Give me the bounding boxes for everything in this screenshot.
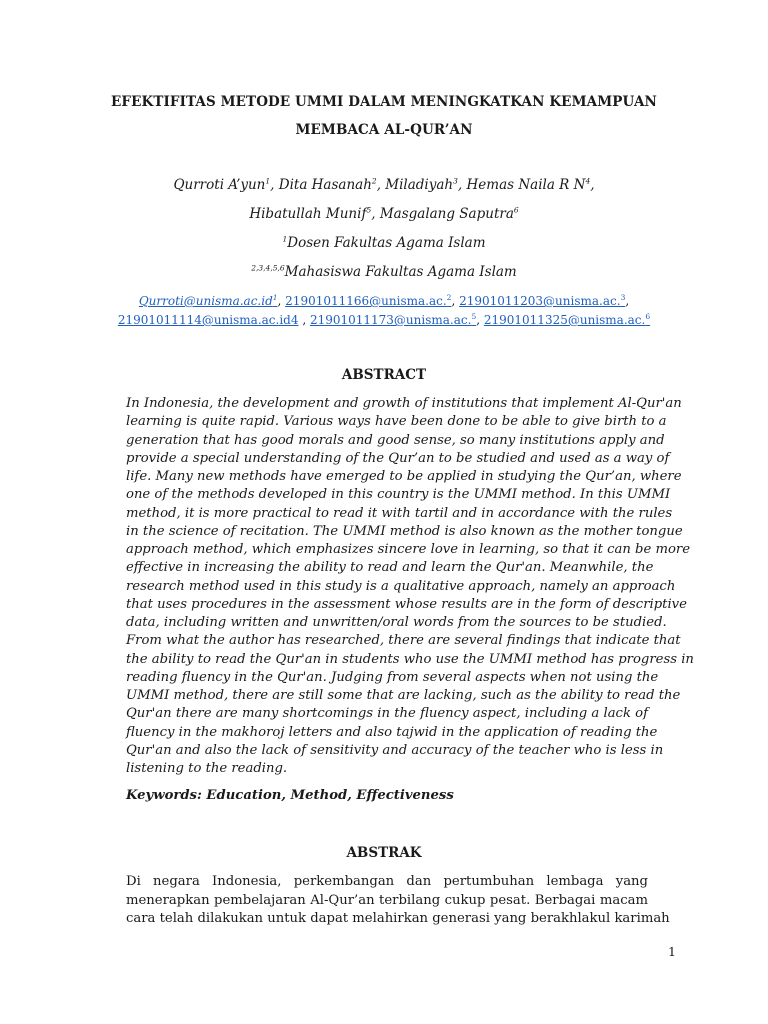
paragraph-line: menerapkan pembelajaran Al-Qur’an terbilang cukup pesat. Berbagai macam bbox=[126, 892, 648, 908]
author-name: Hemas Naila R N bbox=[466, 177, 586, 193]
author-sup: 6 bbox=[513, 205, 519, 215]
paragraph-line: Di negara Indonesia, perkembangan dan pertumbuhan lembaga yang bbox=[126, 874, 648, 889]
abstract-paragraph bbox=[126, 395, 694, 778]
paragraph-line: method, it is more practical to read it with tartil and in accordance with the rules bbox=[126, 505, 673, 521]
author-name: Dita Hasanah bbox=[278, 177, 372, 193]
author-name: Qurroti A’yun bbox=[173, 177, 266, 193]
authors-line-2: Hibatullah Munif$^5$, Masgalang Saputra$^6$ bbox=[249, 205, 519, 222]
email-link[interactable]: 21901011166@unisma.ac.$^2$ bbox=[285, 293, 452, 308]
paragraph-line: reading fluency in the Qur'an. Judging from several aspects when not using the bbox=[126, 669, 659, 685]
paragraph-line: listening to the reading. bbox=[126, 761, 288, 776]
author-name: Masgalang Saputra bbox=[379, 206, 514, 222]
paragraph-line: In Indonesia, the development and growth of institutions that implement Al-Qur'an bbox=[126, 396, 682, 411]
author-name: Miladiyah bbox=[385, 177, 454, 193]
paragraph-line: From what the author has researched, there are several findings that indicate that bbox=[126, 633, 681, 649]
affiliation-2 bbox=[0, 264, 768, 280]
paragraph-line: provide a special understanding of the Qur’an to be studied and used as a way of bbox=[126, 450, 670, 466]
paragraph-line: cara telah dilakukan untuk dapat melahirkan generasi yang berakhlakul karimah bbox=[126, 911, 670, 926]
abstrak-paragraph bbox=[126, 873, 670, 929]
author-sup: 4 bbox=[585, 176, 591, 186]
paragraph-line: that uses procedures in the assessment whose results are in the form of descriptive bbox=[126, 596, 687, 612]
paragraph-line: data, including written and unwritten/oral words from the sources to be studied. bbox=[126, 615, 667, 630]
affiliation-text: Mahasiswa Fakultas Agama Islam bbox=[284, 264, 517, 280]
affiliation-1 bbox=[0, 235, 768, 251]
email-link[interactable]: 21901011114@unisma.ac.id4 bbox=[117, 313, 299, 327]
paragraph-line: learning is quite rapid. Various ways have been done to be able to give birth to a bbox=[126, 414, 667, 430]
author-sup: 2 bbox=[371, 176, 377, 186]
emails-line-2: 21901011114@unisma.ac.id4 , 21901011173@unisma.ac.$^5$, 21901011325@unisma.ac.$^6$ bbox=[117, 312, 651, 327]
paper-title-line-1: EFEKTIFITAS METODE UMMI DALAM MENINGKATKAN KEMAMPUAN bbox=[111, 94, 657, 110]
page-number: 1 bbox=[668, 944, 676, 959]
paragraph-line: Qur'an and also the lack of sensitivity and accuracy of the teacher who is less in bbox=[126, 742, 664, 758]
paragraph-line: UMMI method, there are still some that are lacking, such as the ability to read the bbox=[126, 688, 681, 703]
affiliation-text: Dosen Fakultas Agama Islam bbox=[287, 235, 486, 251]
paragraph-line: the ability to read the Qur'an in students who use the UMMI method has progress in bbox=[126, 651, 694, 667]
authors-line-1: Qurroti A’yun$^1$, Dita Hasanah$^2$, Miladiyah$^3$, Hemas Naila R $N^4$, bbox=[173, 176, 595, 193]
email-link[interactable]: 21901011203@unisma.ac.$^3$ bbox=[459, 293, 626, 308]
email-link[interactable]: 21901011325@unisma.ac.$^6$ bbox=[483, 312, 651, 327]
emails-line-1: $Qurroti@unisma.ac.id^1$, 21901011166@unisma.ac.$^2$, 21901011203@unisma.ac.$^3$, bbox=[138, 293, 630, 308]
paragraph-line: in the science of recitation. The UMMI method is also known as the mother tongue bbox=[126, 523, 683, 539]
paper-title-line-2: MEMBACA AL-QUR’AN bbox=[295, 122, 473, 138]
abstrak-heading: ABSTRAK bbox=[346, 845, 422, 861]
keywords: Keywords: Education, Method, Effectiveness bbox=[126, 788, 454, 803]
paragraph-line: Qur'an there are many shortcomings in the fluency aspect, including a lack of bbox=[126, 706, 648, 722]
affiliation-sup: 1 bbox=[282, 234, 288, 244]
email-link[interactable]: 21901011173@unisma.ac.$^5$ bbox=[309, 312, 477, 327]
email-link[interactable]: $Qurroti@unisma.ac.id^1$ bbox=[138, 293, 278, 308]
paragraph-line: generation that has good morals and good sense, so many institutions apply and bbox=[126, 432, 665, 448]
paragraph-line: research method used in this study is a qualitative approach, namely an approach bbox=[126, 578, 676, 594]
author-sup: 5 bbox=[366, 205, 372, 215]
author-name: Hibatullah Munif bbox=[249, 206, 367, 222]
paragraph-line: fluency in the makhoroj letters and also tajwid in the application of reading the bbox=[126, 724, 658, 740]
paragraph-line: effective in increasing the ability to read and learn the Qur'an. Meanwhile, the bbox=[126, 560, 654, 576]
paragraph-line: one of the methods developed in this country is the UMMI method. In this UMMI bbox=[126, 487, 671, 503]
paragraph-line: life. Many new methods have emerged to be applied in studying the Qur’an, where bbox=[126, 469, 682, 484]
affiliation-sup: 2,3,4,5,6 bbox=[251, 263, 285, 273]
author-sup: 3 bbox=[453, 176, 458, 186]
author-sup: 1 bbox=[265, 176, 271, 186]
paragraph-line: approach method, which emphasizes sincere love in learning, so that it can be more bbox=[126, 542, 691, 557]
abstract-heading: ABSTRACT bbox=[341, 367, 427, 383]
